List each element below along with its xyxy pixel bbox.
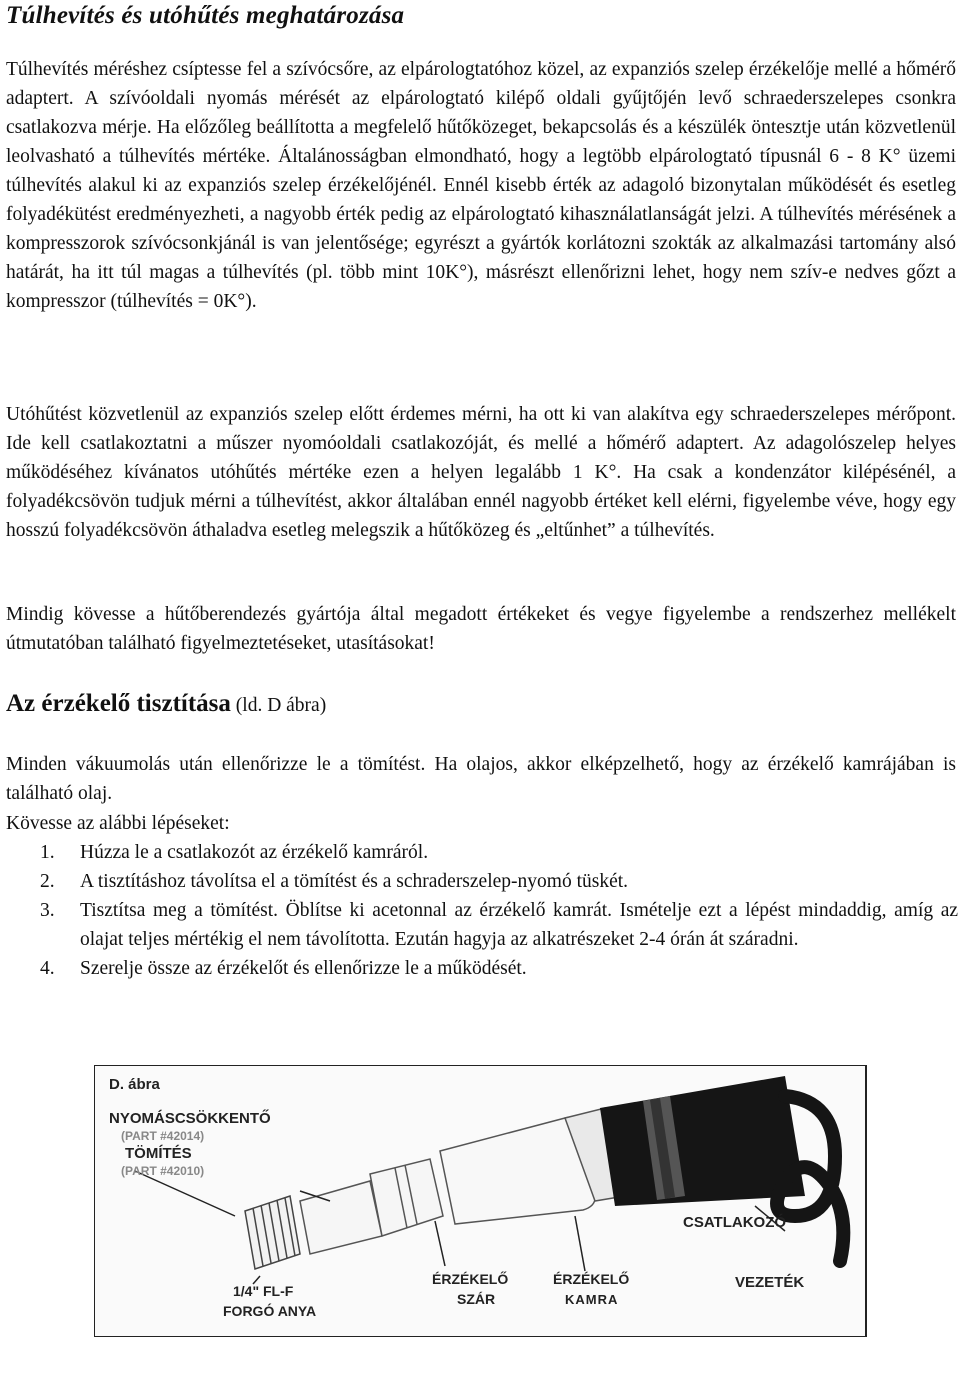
section-heading [6,690,326,720]
depressor-label: NYOMÁSCSÖKKENTŐ [109,1110,271,1127]
subcooling-paragraph: Utóhűtést közvetlenül az expanziós szelep előtt érdemes mérni, ha ott ki van alakítva egy schraederszelepes mérőpont. Ide kell csatlakoztatni a műszer nyomóoldali csatlakozóját, és mellé a hőmérő adaptert. Az adagolószelep helyes működéséhez kívánatos utóhűtés mértéke ezen a helyen legalább 1 K°. Ha csak a kondenzátor kilépésénél, a folyadékcsövön tudjuk mérni a túlhevítést, akkor általában ennél nagyobb értéket kell elérni, figyelembe véve, hogy egy hosszú folyadékcsövön áthaladva esetleg melegszik a hűtőközeg és „eltűnhet” a túlhevítés. [6,404,956,541]
steps-intro: Kövesse az alábbi lépéseket: [6,813,230,834]
sensor-chamber-label-line2: KAMRA [565,1292,619,1307]
step-text: Tisztítsa meg a tömítést. Öblítse ki acetonnal az érzékelő kamrát. Ismételje ezt a lépést mindaddig, amíg az olajat teljes mértékig el nem távolította. Ezután hagyja az alkatrészeket 2-4 órán át száradni. [80,900,958,950]
step-number: 2. [40,871,55,892]
sensor-diagram-figure [94,1065,867,1337]
sensor-chamber-label-line1: ÉRZÉKELŐ [553,1271,630,1287]
step-text: Szerelje össze az érzékelőt és ellenőrizze le a működését. [80,958,527,979]
swivel-nut-label-line1: 1/4" FL-F [233,1283,294,1299]
list-item [6,867,958,896]
step-text: Húzza le a csatlakozót az érzékelő kamráról. [80,842,429,863]
sensor-stem-label-line1: ÉRZÉKELŐ [432,1271,509,1287]
list-item [6,954,958,983]
sensor-chamber-shape [440,1108,625,1224]
depressor-part-number: (PART #42014) [121,1129,205,1143]
swivel-nut-shape [245,1196,300,1269]
step-text: A tisztításhoz távolítsa el a tömítést és a schraderszelep-nyomó tüskét. [80,871,629,892]
cleaning-intro-paragraph: Minden vákuumolás után ellenőrizze le a tömítést. Ha olajos, akkor elképzelhető, hogy az érzékelő kamrájában is található olaj. [6,754,956,804]
step-number: 1. [40,842,55,863]
list-item [6,838,958,867]
figure-label: D. ábra [109,1076,160,1093]
step-number: 4. [40,958,55,979]
steps-list [6,838,958,983]
warning-paragraph: Mindig kövesse a hűtőberendezés gyártója által megadott értékeket és vegye figyelembe a rendszerhez mellékelt útmutatóban található figyelmeztetéseket, utasításokat! [6,604,956,654]
section-heading-figure-ref: (ld. D ábra) [235,695,327,716]
list-item [6,896,958,954]
superheat-paragraph: Túlhevítés méréshez csíptesse fel a szívócsőre, az elpárologtatóhoz közel, az expanziós szelep érzékelője mellé a hőmérő adaptert. A szívóoldali nyomás mérését az elpárologtató kilépő oldali gyűjtőjén levő schraederszelepes csonkra csatlakozva mérje. Ha előzőleg beállította a megfelelő hűtőközeget, bekapcsolás és a készülék öntesztje után közvetlenül leolvasható a túlhevítés mértéke. Általánosságban elmondható, hogy a legtöbb elpárologtató típusnál 6 - 8 K° üzemi túlhevítés alakul ki az expanziós szelep érzékelőjénél. Ennél kisebb érték az adagoló bizonytalan működését és esetleg folyadékütést eredményezheti, a nagyobb érték pedig az elpárologtató kihasználatlanságát jelzi. A túlhevítés mérésének a kompresszorok szívócsonkjánál is van jelentősége; egyrészt a gyártók korlátozni szokták az alkalmazási tartomány alsó határát, ha itt túl magas a túlhevítés (pl. több mint 10K°), másrészt ellenőrizni lehet, hogy nem szív-e nedves gőzt a kompresszor (túlhevítés = 0K°). [6,59,956,312]
connector-label: CSATLAKOZÓ [683,1214,787,1231]
section-heading-title: Az érzékelő tisztítása [6,690,231,717]
sensor-stem-shape [300,1159,443,1254]
swivel-nut-label-line2: FORGÓ ANYA [223,1303,317,1319]
connector-shape [600,1076,805,1206]
step-number: 3. [40,900,55,921]
seal-label: TÖMÍTÉS [125,1145,192,1162]
page-title: Túlhevítés és utóhűtés meghatározása [6,2,405,29]
sensor-stem-label-line2: SZÁR [457,1291,496,1307]
cable-label: VEZETÉK [735,1274,805,1291]
seal-part-number: (PART #42010) [121,1164,205,1178]
